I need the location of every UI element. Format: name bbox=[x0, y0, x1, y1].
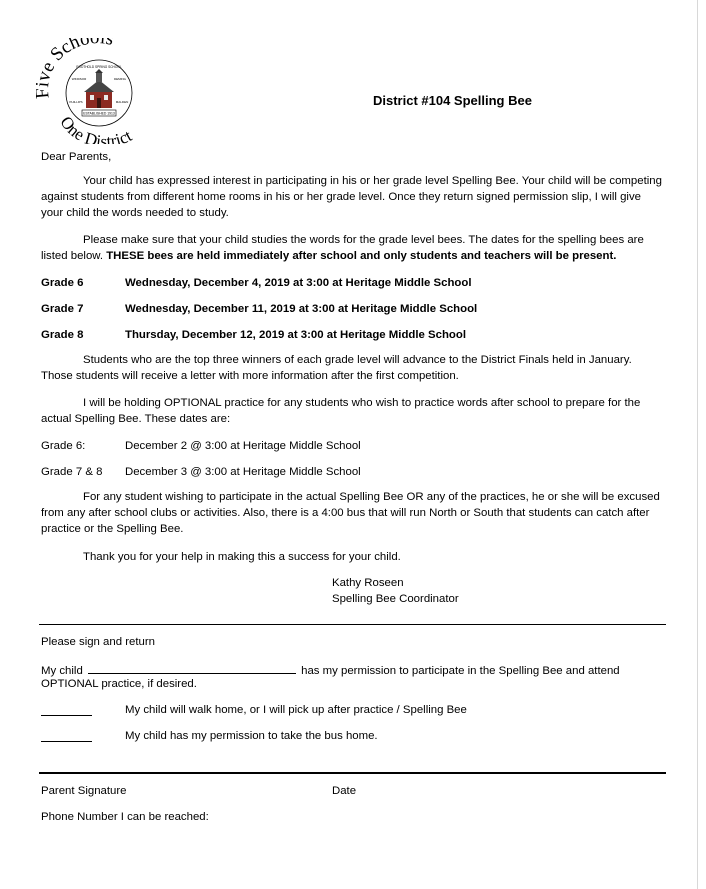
phone-number-label: Phone Number I can be reached: bbox=[41, 811, 209, 823]
logo-arc-bottom: One District bbox=[56, 112, 135, 144]
bee-grade-label: Grade 7 bbox=[41, 303, 84, 315]
logo-inner-name-1: WINDSOR bbox=[71, 77, 87, 81]
logo-inner-name-4: MALDEN bbox=[115, 100, 129, 104]
bee-row-grade-7 bbox=[0, 301, 706, 317]
my-child-label: My child bbox=[41, 665, 83, 677]
date-label: Date bbox=[332, 785, 357, 797]
schoolhouse-icon bbox=[84, 69, 114, 108]
bee-grade-label: Grade 8 bbox=[41, 329, 84, 341]
practice-row-grade-7-8 bbox=[0, 464, 706, 480]
permission-text: has my permission to participate in the Spelling Bee and attend bbox=[301, 665, 620, 677]
district-logo bbox=[36, 38, 162, 144]
thanks-paragraph: Thank you for your help in making this a success for your child. bbox=[83, 551, 401, 563]
option-bus-row bbox=[0, 728, 706, 744]
option-walk-row bbox=[0, 702, 706, 718]
logo-inner-name-2: DEMING bbox=[114, 77, 126, 81]
document-title: District #104 Spelling Bee bbox=[373, 93, 532, 108]
logo-arc-top: e Scho s bbox=[36, 38, 116, 76]
bus-paragraph: For any student wishing to participate in the actual Spelling Bee OR any of the practices, he or she will be excused from any after school clubs or activities. Also, there is a 4:00 bus that will run North or South that students can catch after practice or the Spelling Bee. bbox=[41, 491, 660, 535]
bee-date: Wednesday, December 11, 2019 at 3:00 at Heritage Middle School bbox=[125, 303, 478, 315]
practice-row-grade-6 bbox=[0, 438, 706, 454]
divider-top bbox=[39, 624, 666, 625]
logo-established: ESTABLISHED 1913 bbox=[83, 111, 115, 116]
coordinator-name: Kathy Roseen bbox=[332, 577, 404, 589]
practice-paragraph: I will be holding OPTIONAL practice for any students who wish to practice words after school to prepare for the actual Spelling Bee. These dates are: bbox=[41, 397, 641, 425]
bee-row-grade-8 bbox=[0, 327, 706, 343]
practice-grade-label: Grade 6: bbox=[41, 440, 86, 452]
finals-paragraph: Students who are the top three winners of each grade level will advance to the District Finals held in January. Those students will receive a letter with more information after the first competition. bbox=[41, 354, 632, 382]
bee-row-grade-6 bbox=[0, 275, 706, 291]
option-walk-text: My child will walk home, or I will pick up after practice / Spelling Bee bbox=[125, 704, 467, 716]
option-bus-blank[interactable] bbox=[41, 728, 92, 742]
option-walk-blank[interactable] bbox=[41, 702, 92, 716]
logo-inner-top: FOOTHOLD SPRING SCHOOL bbox=[76, 65, 122, 69]
practice-date: December 2 @ 3:00 at Heritage Middle School bbox=[125, 440, 361, 452]
parent-signature-label: Parent Signature bbox=[41, 785, 127, 797]
option-bus-text: My child has my permission to take the bus home. bbox=[125, 730, 378, 742]
dates-intro-paragraph bbox=[41, 232, 663, 264]
dates-intro-emphasis: THESE bees are held immediately after school and only students and teachers will be present. bbox=[106, 250, 617, 262]
page-edge bbox=[697, 0, 698, 889]
bee-grade-label: Grade 6 bbox=[41, 277, 84, 289]
form-heading: Please sign and return bbox=[41, 636, 155, 648]
bee-date: Thursday, December 12, 2019 at 3:00 at Heritage Middle School bbox=[125, 329, 467, 341]
logo-graphic bbox=[36, 38, 162, 144]
intro-paragraph: Your child has expressed interest in participating in his or her grade level Spelling Bee. Your child will be competing against students from different home rooms in his or her grade level. Once they return signed permission slip, I will give your child the words needed to study. bbox=[41, 175, 662, 219]
signature-line bbox=[39, 772, 666, 774]
permission-text-line-2: OPTIONAL practice, if desired. bbox=[41, 678, 197, 690]
practice-date: December 3 @ 3:00 at Heritage Middle School bbox=[125, 466, 361, 478]
coordinator-role: Spelling Bee Coordinator bbox=[332, 593, 459, 605]
salutation: Dear Parents, bbox=[41, 151, 112, 163]
practice-grade-label: Grade 7 & 8 bbox=[41, 466, 103, 478]
bee-date: Wednesday, December 4, 2019 at 3:00 at Heritage Middle School bbox=[125, 277, 472, 289]
child-name-blank[interactable] bbox=[88, 660, 296, 674]
dates-intro-text: Please make sure that your child studies the words for the grade level bees. The dates for the spelling bees are listed below. bbox=[41, 234, 644, 262]
logo-inner-name-3: PHILLIPS bbox=[69, 100, 83, 104]
